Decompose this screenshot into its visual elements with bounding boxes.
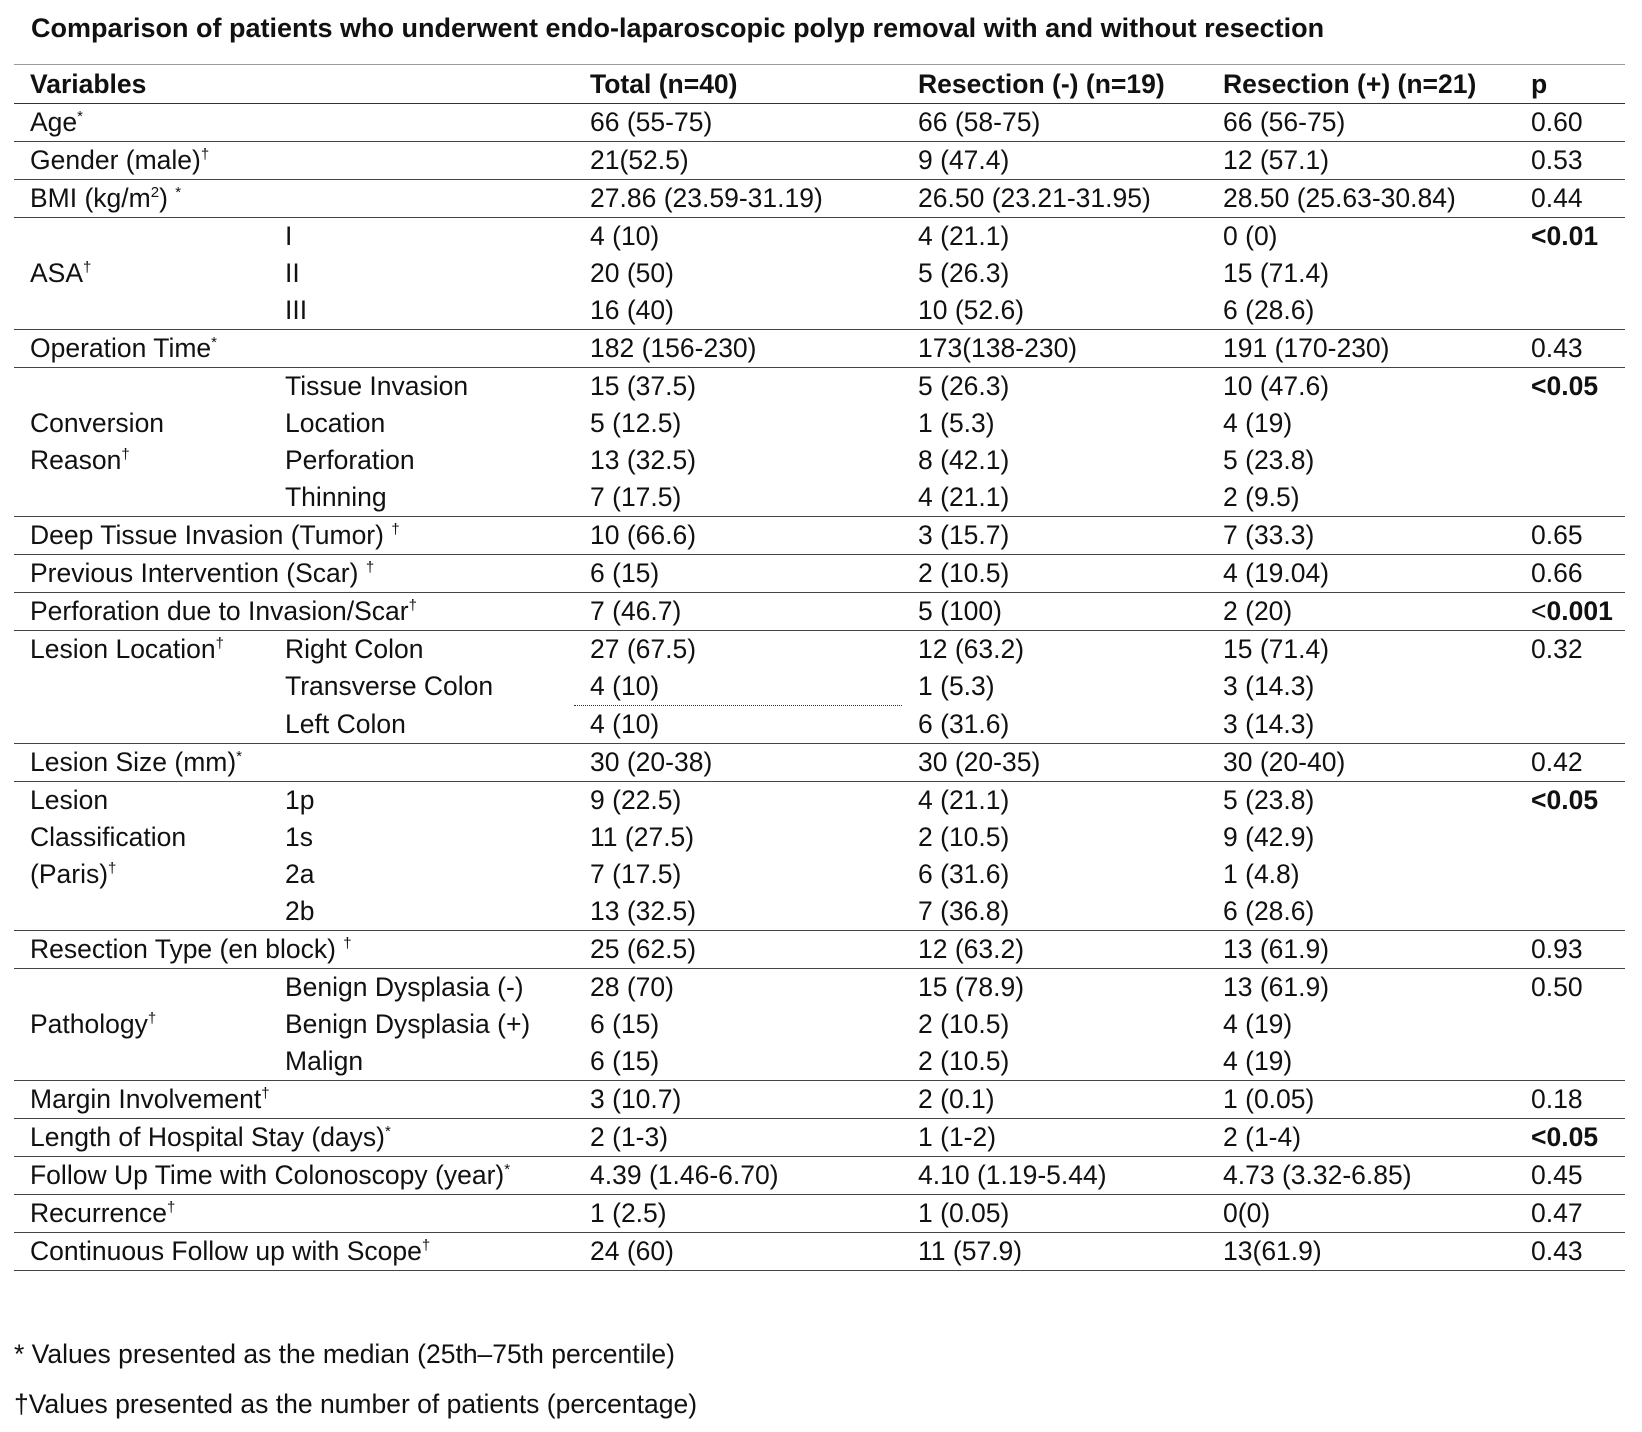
cell-p [1515,668,1625,706]
cell-resection-neg: 66 (58-75) [918,107,1041,137]
header-resection-neg: Resection (-) (n=19) [902,65,1207,104]
cell-resection-neg: 173(138-230) [918,333,1078,363]
cell-resection-neg: 1 (1-2) [918,1122,997,1152]
cell-resection-pos: 15 (71.4) [1223,634,1330,664]
table-row [14,104,1625,142]
footnote-median: * Values presented as the median (25th–75th percentile) [14,1339,675,1369]
cell-resection-neg: 5 (26.3) [918,371,1010,401]
section-resection-type [14,931,1625,969]
cell-resection-pos: 2 (1-4) [1223,1122,1302,1152]
row-label: Recurrence† [30,1198,176,1228]
cell-p [1515,405,1625,442]
cell-total: 182 (156-230) [590,333,757,363]
row-label: Age* [30,107,83,137]
cell-resection-pos: 0 (0) [1223,221,1278,251]
cell-resection-pos: 6 (28.6) [1223,896,1315,926]
cell-total: 7 (17.5) [590,482,682,512]
cell-total: 27 (67.5) [590,634,697,664]
cell-resection-neg: 12 (63.2) [918,634,1025,664]
cell-total: 6 (15) [590,1009,660,1039]
section-conversion-reason [14,368,1625,517]
section-gender [14,142,1625,180]
section-recurrence [14,1195,1625,1233]
sub-label: Tissue Invasion [285,371,469,401]
cell-total: 28 (70) [590,972,674,1002]
cell-p [1515,893,1625,931]
cell-resection-neg: 2 (10.5) [918,822,1010,852]
sub-label: 1p [285,785,315,815]
cell-p [1515,856,1625,893]
cell-resection-pos: 13 (61.9) [1223,972,1330,1002]
cell-p [1515,819,1625,856]
section-previous-intervention [14,555,1625,593]
cell-total: 20 (50) [590,258,674,288]
group-label: Conversion Reason† [30,408,165,475]
cell-total: 1 (2.5) [590,1198,667,1228]
cell-p: 0.53 [1531,145,1583,175]
cell-resection-neg: 4.10 (1.19-5.44) [918,1160,1107,1190]
sub-label: Benign Dysplasia (+) [285,1009,531,1039]
cell-p: 0.93 [1531,934,1583,964]
sub-label: Left Colon [285,708,406,739]
table-caption: Comparison of patients who underwent endo-laparoscopic polyp removal with and without resection [31,13,1325,43]
row-label: Deep Tissue Invasion (Tumor) † [30,520,400,550]
cell-resection-pos: 2 (9.5) [1223,482,1300,512]
cell-resection-pos: 28.50 (25.63-30.84) [1223,183,1456,213]
table-row [14,368,1625,406]
header-variables: Variables [14,65,574,104]
cell-resection-neg: 4 (21.1) [918,482,1010,512]
cell-resection-neg: 5 (100) [918,596,1002,626]
cell-resection-pos: 10 (47.6) [1223,371,1330,401]
cell-resection-pos: 30 (20-40) [1223,747,1346,777]
cell-p: 0.60 [1531,107,1583,137]
table-row [14,330,1625,368]
cell-resection-neg: 7 (36.8) [918,896,1010,926]
cell-resection-neg: 6 (31.6) [918,859,1010,889]
sub-label: Malign [285,1046,364,1076]
cell-resection-pos: 12 (57.1) [1223,145,1330,175]
cell-resection-pos: 4 (19.04) [1223,558,1330,588]
sub-label: Thinning [285,482,387,512]
sub-label: Perforation [285,445,415,475]
sub-label: Benign Dysplasia (-) [285,972,524,1002]
sub-label: 2b [285,896,315,926]
cell-total: 25 (62.5) [590,934,697,964]
cell-p: 0.18 [1531,1084,1583,1114]
cell-resection-neg: 26.50 (23.21-31.95) [918,183,1151,213]
sub-label: I [285,221,293,251]
cell-p: 0.50 [1531,972,1583,1002]
cell-total: 6 (15) [590,558,660,588]
cell-total: 7 (46.7) [590,596,682,626]
section-lesion-location [14,631,1625,744]
section-perforation [14,593,1625,631]
table-row [14,969,1625,1007]
cell-resection-neg: 10 (52.6) [918,295,1025,325]
sub-label: II [285,258,300,288]
cell-total: 15 (37.5) [590,371,697,401]
cell-total: 21(52.5) [590,145,689,175]
cell-p: <0.05 [1531,785,1599,815]
cell-p: 0.45 [1531,1160,1583,1190]
section-lesion-size [14,744,1625,782]
table-row [14,142,1625,180]
table-row [14,517,1625,555]
cell-resection-pos: 3 (14.3) [1223,708,1315,739]
cell-p [1515,706,1625,744]
cell-total: 13 (32.5) [590,896,697,926]
cell-total: 6 (15) [590,1046,660,1076]
cell-resection-neg: 6 (31.6) [918,708,1010,739]
cell-resection-pos: 13 (61.9) [1223,934,1330,964]
cell-total: 16 (40) [590,295,674,325]
section-asa [14,218,1625,330]
cell-total: 2 (1-3) [590,1122,669,1152]
cell-p: <0.01 [1531,221,1599,251]
cell-p: <0.05 [1531,371,1599,401]
table-row [14,1081,1625,1119]
cell-p: <0.05 [1531,1122,1599,1152]
cell-resection-neg: 2 (10.5) [918,1009,1010,1039]
sub-label: Right Colon [285,634,424,664]
cell-total: 66 (55-75) [590,107,713,137]
section-margin-involvement [14,1081,1625,1119]
cell-resection-pos: 15 (71.4) [1223,258,1330,288]
section-operation-time [14,330,1625,368]
cell-resection-pos: 4.73 (3.32-6.85) [1223,1160,1412,1190]
table-row [14,1195,1625,1233]
cell-total: 9 (22.5) [590,785,682,815]
cell-resection-pos: 2 (20) [1223,596,1293,626]
cell-p: 0.43 [1531,333,1583,363]
group-label: Lesion Classification (Paris)† [30,785,187,889]
cell-resection-pos: 5 (23.8) [1223,445,1315,475]
cell-resection-pos: 191 (170-230) [1223,333,1390,363]
header-resection-pos: Resection (+) (n=21) [1207,65,1515,104]
section-follow-up-time [14,1157,1625,1195]
row-label: Margin Involvement† [30,1084,270,1114]
row-label: Follow Up Time with Colonoscopy (year)* [30,1160,511,1190]
cell-resection-neg: 1 (5.3) [918,408,995,438]
sub-label: 1s [285,822,313,852]
cell-resection-neg: 15 (78.9) [918,972,1025,1002]
sub-label: Transverse Colon [285,671,494,701]
cell-resection-neg: 30 (20-35) [918,747,1041,777]
section-deep-tissue-invasion [14,517,1625,555]
row-label: Operation Time* [30,333,218,363]
cell-p [1515,292,1625,330]
cell-resection-neg: 9 (47.4) [918,145,1010,175]
row-label: BMI $(kg/m^2)$ * [30,183,182,213]
row-label: Length of Hospital Stay (days)* [30,1122,391,1152]
cell-total: 3 (10.7) [590,1084,682,1114]
cell-resection-pos: 0(0) [1223,1198,1271,1228]
cell-resection-pos: 6 (28.6) [1223,295,1315,325]
cell-resection-pos: 5 (23.8) [1223,785,1315,815]
section-lesion-classification [14,782,1625,931]
cell-resection-neg: 11 (57.9) [918,1236,1023,1266]
cell-total: 4 (10) [590,221,660,251]
cell-resection-pos: 9 (42.9) [1223,822,1315,852]
header-p: p [1515,65,1625,104]
row-label: Continuous Follow up with Scope† [30,1236,431,1266]
table-header [14,65,1625,104]
cell-resection-neg: 8 (42.1) [918,445,1010,475]
cell-resection-pos: 4 (19) [1223,1009,1293,1039]
section-hospital-stay [14,1119,1625,1157]
cell-resection-pos: 7 (33.3) [1223,520,1315,550]
section-age [14,104,1625,142]
cell-resection-pos: 4 (19) [1223,1046,1293,1076]
cell-resection-neg: 4 (21.1) [918,221,1010,251]
table-row [14,1233,1625,1271]
cell-resection-neg: 1 (0.05) [918,1198,1010,1228]
cell-resection-pos: 1 (4.8) [1223,859,1300,889]
group-label: ASA† [30,258,92,288]
table-row [14,1157,1625,1195]
sub-label: Location [285,408,386,438]
section-pathology [14,969,1625,1081]
cell-p [1515,255,1625,292]
cell-total: 30 (20-38) [590,747,713,777]
cell-resection-neg: 2 (0.1) [918,1084,995,1114]
cell-resection-pos: 1 (0.05) [1223,1084,1315,1114]
header-total: Total (n=40) [574,65,902,104]
cell-total: 4 (10) [590,709,660,739]
cell-p: 0.66 [1531,558,1583,588]
table-row [14,593,1625,631]
sub-label: 2a [285,859,315,889]
cell-p: 0.42 [1531,747,1583,777]
row-label: Previous Intervention (Scar) † [30,558,375,588]
table-row [14,631,1625,669]
cell-total: 13 (32.5) [590,445,697,475]
row-label: Lesion Size (mm)* [30,747,243,777]
cell-resection-neg: 2 (10.5) [918,558,1010,588]
cell-p: 0.32 [1531,634,1583,664]
cell-p: 0.47 [1531,1198,1583,1228]
table-row [14,782,1625,820]
cell-resection-pos: 3 (14.3) [1223,671,1315,701]
row-label: Perforation due to Invasion/Scar† [30,596,417,626]
cell-resection-neg: 12 (63.2) [918,934,1025,964]
group-label: Lesion Location† [30,634,224,664]
cell-resection-pos: 4 (19) [1223,408,1293,438]
cell-total: 4.39 (1.46-6.70) [590,1160,779,1190]
cell-resection-neg: 2 (10.5) [918,1046,1010,1076]
table-row [14,555,1625,593]
header-row [14,65,1625,104]
cell-resection-neg: 3 (15.7) [918,520,1010,550]
cell-total: 27.86 (23.59-31.19) [590,183,823,213]
table-row [14,931,1625,969]
table-row [14,218,1625,256]
section-bmi [14,180,1625,218]
cell-total: 4 (10) [574,668,902,706]
table-row [14,744,1625,782]
cell-p [1515,479,1625,517]
cell-total: 10 (66.6) [590,520,697,550]
cell-resection-pos: 66 (56-75) [1223,107,1346,137]
cell-resection-neg: 4 (21.1) [918,785,1010,815]
row-label: Gender (male)† [30,145,210,175]
cell-total: 7 (17.5) [590,859,682,889]
cell-resection-neg: 1 (5.3) [918,671,995,701]
cell-resection-pos: 13(61.9) [1223,1236,1322,1266]
group-label: Pathology† [30,1009,157,1039]
cell-total: 11 (27.5) [590,822,695,852]
sub-label: III [285,295,308,325]
cell-p: 0.43 [1531,1236,1583,1266]
cell-total: 5 (12.5) [590,408,682,438]
comparison-table [14,64,1625,1271]
row-label: Resection Type (en block) † [30,934,352,964]
table-row [14,1119,1625,1157]
table-row [14,180,1625,218]
cell-total: 24 (60) [590,1236,674,1266]
cell-p: 0.65 [1531,520,1583,550]
cell-p [1515,1043,1625,1081]
cell-p: <0.001 [1531,596,1613,626]
cell-p: 0.44 [1531,183,1583,213]
cell-p [1515,1006,1625,1043]
cell-p [1515,442,1625,479]
cell-resection-neg: 5 (26.3) [918,258,1010,288]
section-continuous-follow-up [14,1233,1625,1271]
footnote-patients: †Values presented as the number of patients (percentage) [14,1389,698,1419]
